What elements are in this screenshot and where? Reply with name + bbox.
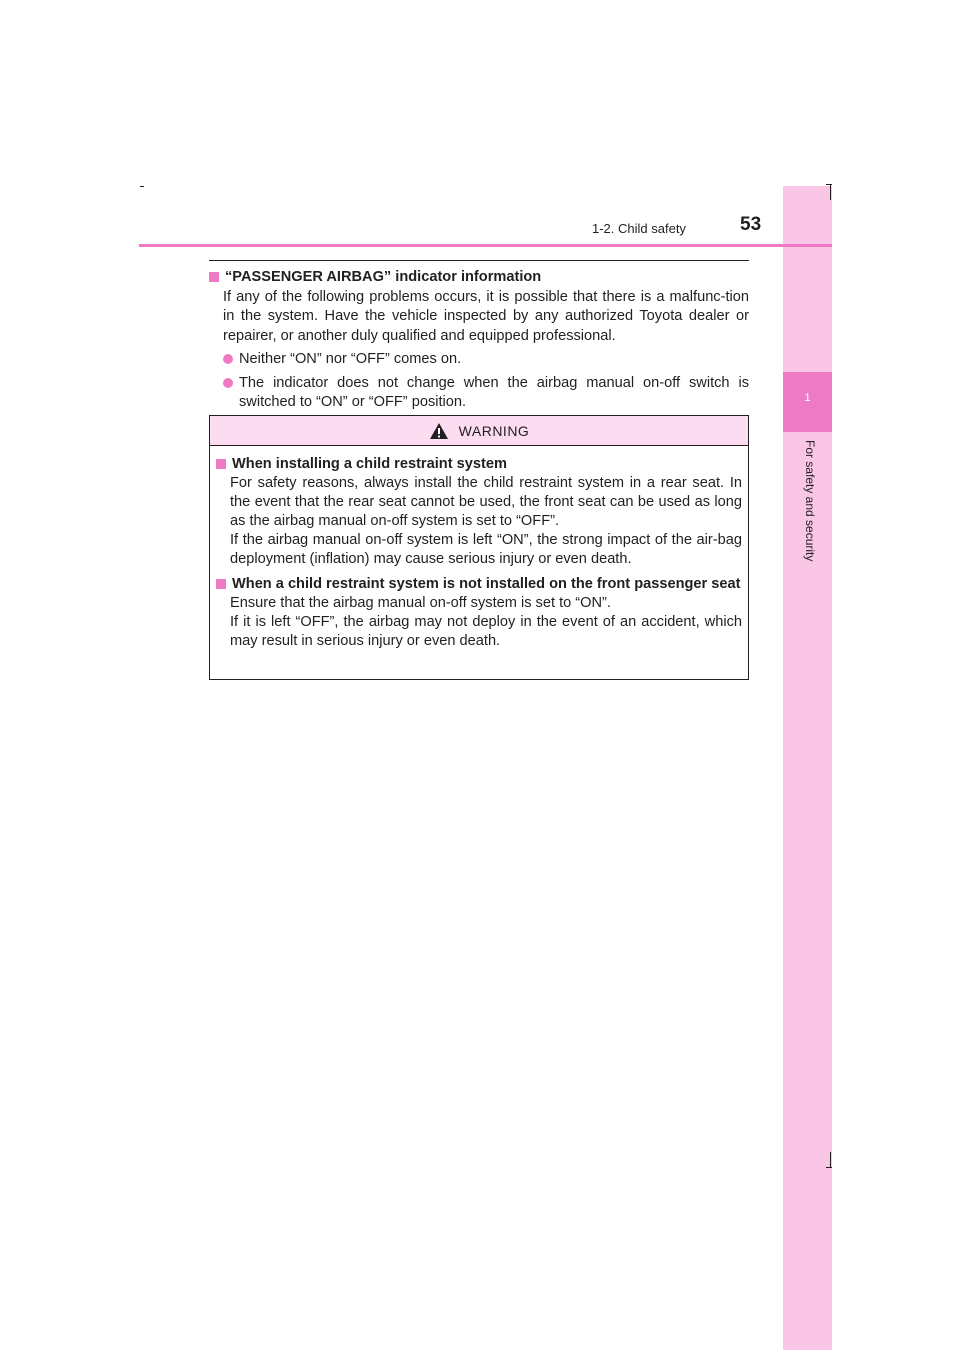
square-bullet-icon bbox=[209, 272, 219, 282]
round-bullet-icon bbox=[223, 354, 233, 364]
indicator-info-section bbox=[209, 260, 749, 413]
warning-subheading bbox=[216, 575, 742, 594]
warning-paragraph: If it is left “OFF”, the airbag may not deploy in the event of an accident, which may result in serious injury or even death. bbox=[230, 614, 742, 649]
warning-paragraph: Ensure that the airbag manual on-off system is set to “ON”. bbox=[230, 595, 611, 611]
section-title: 1-2. Child safety bbox=[592, 221, 686, 236]
square-bullet-icon bbox=[216, 459, 226, 469]
crop-mark bbox=[826, 1167, 832, 1168]
warning-paragraph: For safety reasons, always install the child restraint system in a rear seat. In the event that the rear seat cannot be used, the front seat can be used as long as the airbag manual on-off system is set to “OFF”. bbox=[230, 475, 742, 529]
header-rule bbox=[139, 244, 832, 247]
crop-mark bbox=[140, 186, 144, 187]
chapter-tab bbox=[783, 186, 832, 1350]
intro-paragraph: If any of the following problems occurs, it is possible that there is a malfunc-tion in the system. Have the vehicle inspected by any authorized Toyota dealer or repairer, or another duly qualified and equipped professional. bbox=[223, 288, 749, 344]
warning-paragraph: If the airbag manual on-off system is left “ON”, the strong impact of the air-bag deployment (inflation) may cause serious injury or even death. bbox=[230, 532, 742, 567]
crop-mark bbox=[830, 1152, 831, 1168]
warning-title: WARNING bbox=[458, 422, 530, 439]
page-number: 53 bbox=[740, 214, 762, 235]
section-heading-text: “PASSENGER AIRBAG” indicator information bbox=[225, 269, 542, 285]
list-item bbox=[209, 374, 749, 413]
section-heading bbox=[209, 268, 749, 288]
chapter-number: 1 bbox=[804, 392, 811, 404]
list-item-text: Neither “ON” nor “OFF” comes on. bbox=[239, 351, 462, 367]
warning-body bbox=[210, 446, 748, 651]
warning-subheading-text: When a child restraint system is not installed on the front passenger seat bbox=[232, 576, 741, 592]
warning-triangle-icon bbox=[429, 422, 449, 440]
list-item bbox=[209, 350, 749, 370]
warning-box bbox=[209, 415, 749, 680]
section-divider bbox=[209, 260, 749, 261]
crop-mark bbox=[830, 184, 831, 200]
warning-header bbox=[210, 416, 748, 446]
square-bullet-icon bbox=[216, 579, 226, 589]
crop-mark bbox=[826, 184, 832, 185]
list-item-text: The indicator does not change when the airbag manual on-off switch is switched to “ON” or “OFF” position. bbox=[239, 374, 749, 410]
chapter-title: For safety and security bbox=[803, 440, 817, 562]
warning-subheading bbox=[216, 455, 742, 474]
round-bullet-icon bbox=[223, 378, 233, 388]
warning-subheading-text: When installing a child restraint system bbox=[232, 456, 507, 472]
